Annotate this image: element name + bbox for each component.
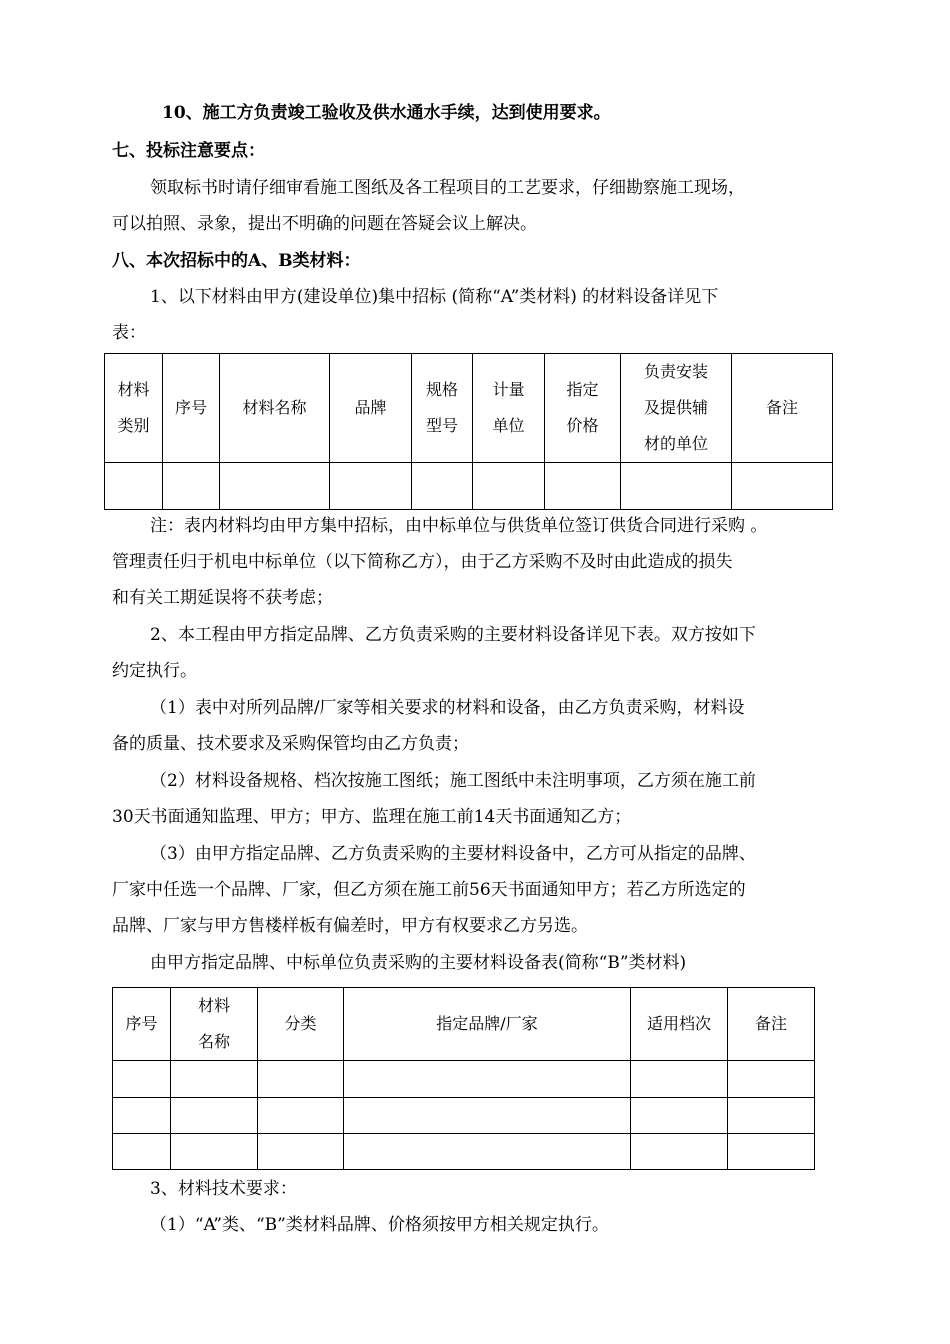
section-7-paragraph-line-2: 可以拍照、录象，提出不明确的问题在答疑会议上解决。	[112, 214, 537, 234]
table-a-header-installer: 负责安装 及提供辅 材的单位	[621, 354, 732, 463]
section-8-heading: 八、本次招标中的A、B类材料：	[112, 251, 361, 271]
item-1-line-2: 表：	[112, 323, 146, 343]
sub-1-line-1: （1）表中对所列品牌/厂家等相关要求的材料和设备，由乙方负责采购，材料设	[150, 698, 745, 718]
table-row	[113, 1098, 815, 1134]
sub-3-line-2: 厂家中任选一个品牌、厂家，但乙方须在施工前56天书面通知甲方；若乙方所选定的	[112, 880, 746, 900]
table-a-header-remarks: 备注	[732, 354, 833, 463]
note-line-3: 和有关工期延误将不获考虑；	[112, 588, 333, 608]
section-7-heading: 七、投标注意要点：	[112, 141, 265, 161]
item-3: 3、材料技术要求：	[150, 1179, 297, 1199]
note-line-1: 注：表内材料均由甲方集中招标，由中标单位与供货单位签订供货合同进行采购 。	[150, 516, 768, 536]
sub-2-line-2: 30天书面通知监理、甲方；甲方、监理在施工前14天书面通知乙方；	[112, 807, 632, 827]
table-a-header-unit: 计量 单位	[473, 354, 545, 463]
table-b-header-category: 分类	[258, 988, 344, 1061]
table-a-header-row	[105, 354, 833, 463]
table-a-header-material-category: 材料 类别	[105, 354, 163, 463]
item-1-line-1: 1、以下材料由甲方(建设单位)集中招标 (简称“A”类材料) 的材料设备详见下	[150, 287, 719, 307]
section-7-paragraph-line-1: 领取标书时请仔细审看施工图纸及各工程项目的工艺要求，仔细勘察施工现场，	[150, 178, 745, 198]
table-a-header-spec: 规格 型号	[412, 354, 473, 463]
table-b-header-row	[113, 988, 815, 1061]
table-b-header-remarks: 备注	[728, 988, 815, 1061]
note-line-2: 管理责任归于机电中标单位（以下简称乙方），由于乙方采购不及时由此造成的损失	[112, 552, 733, 572]
item-2-line-1: 2、本工程由甲方指定品牌、乙方负责采购的主要材料设备详见下表。双方按如下	[150, 625, 756, 645]
table-a-header-brand: 品牌	[330, 354, 412, 463]
sub-3-line-1: （3）由甲方指定品牌、乙方负责采购的主要材料设备中，乙方可从指定的品牌、	[150, 844, 756, 864]
table-b-header-number: 序号	[113, 988, 171, 1061]
table-a	[104, 353, 833, 510]
sub-3-line-3: 品牌、厂家与甲方售楼样板有偏差时，甲方有权要求乙方另选。	[112, 916, 588, 936]
table-a-header-price: 指定 价格	[545, 354, 621, 463]
item-10: 10、施工方负责竣工验收及供水通水手续，达到使用要求。	[162, 103, 611, 123]
table-b-caption: 由甲方指定品牌、中标单位负责采购的主要材料设备表(简称“B”类材料)	[150, 953, 687, 973]
table-a-header-material-name: 材料名称	[220, 354, 330, 463]
table-b-header-brand: 指定品牌/厂家	[344, 988, 631, 1061]
table-row	[113, 1061, 815, 1098]
table-row	[113, 1134, 815, 1170]
table-row	[105, 463, 833, 510]
table-b-header-grade: 适用档次	[631, 988, 728, 1061]
table-a-header-number: 序号	[163, 354, 220, 463]
item-2-line-2: 约定执行。	[112, 661, 197, 681]
sub-1-line-2: 备的质量、技术要求及采购保管均由乙方负责；	[112, 734, 469, 754]
table-b	[112, 987, 815, 1170]
sub-2-line-1: （2）材料设备规格、档次按施工图纸；施工图纸中未注明事项，乙方须在施工前	[150, 771, 756, 791]
item-3-sub-1: （1）“A”类、“B”类材料品牌、价格须按甲方相关规定执行。	[150, 1215, 609, 1235]
table-b-header-material-name: 材料 名称	[171, 988, 258, 1061]
